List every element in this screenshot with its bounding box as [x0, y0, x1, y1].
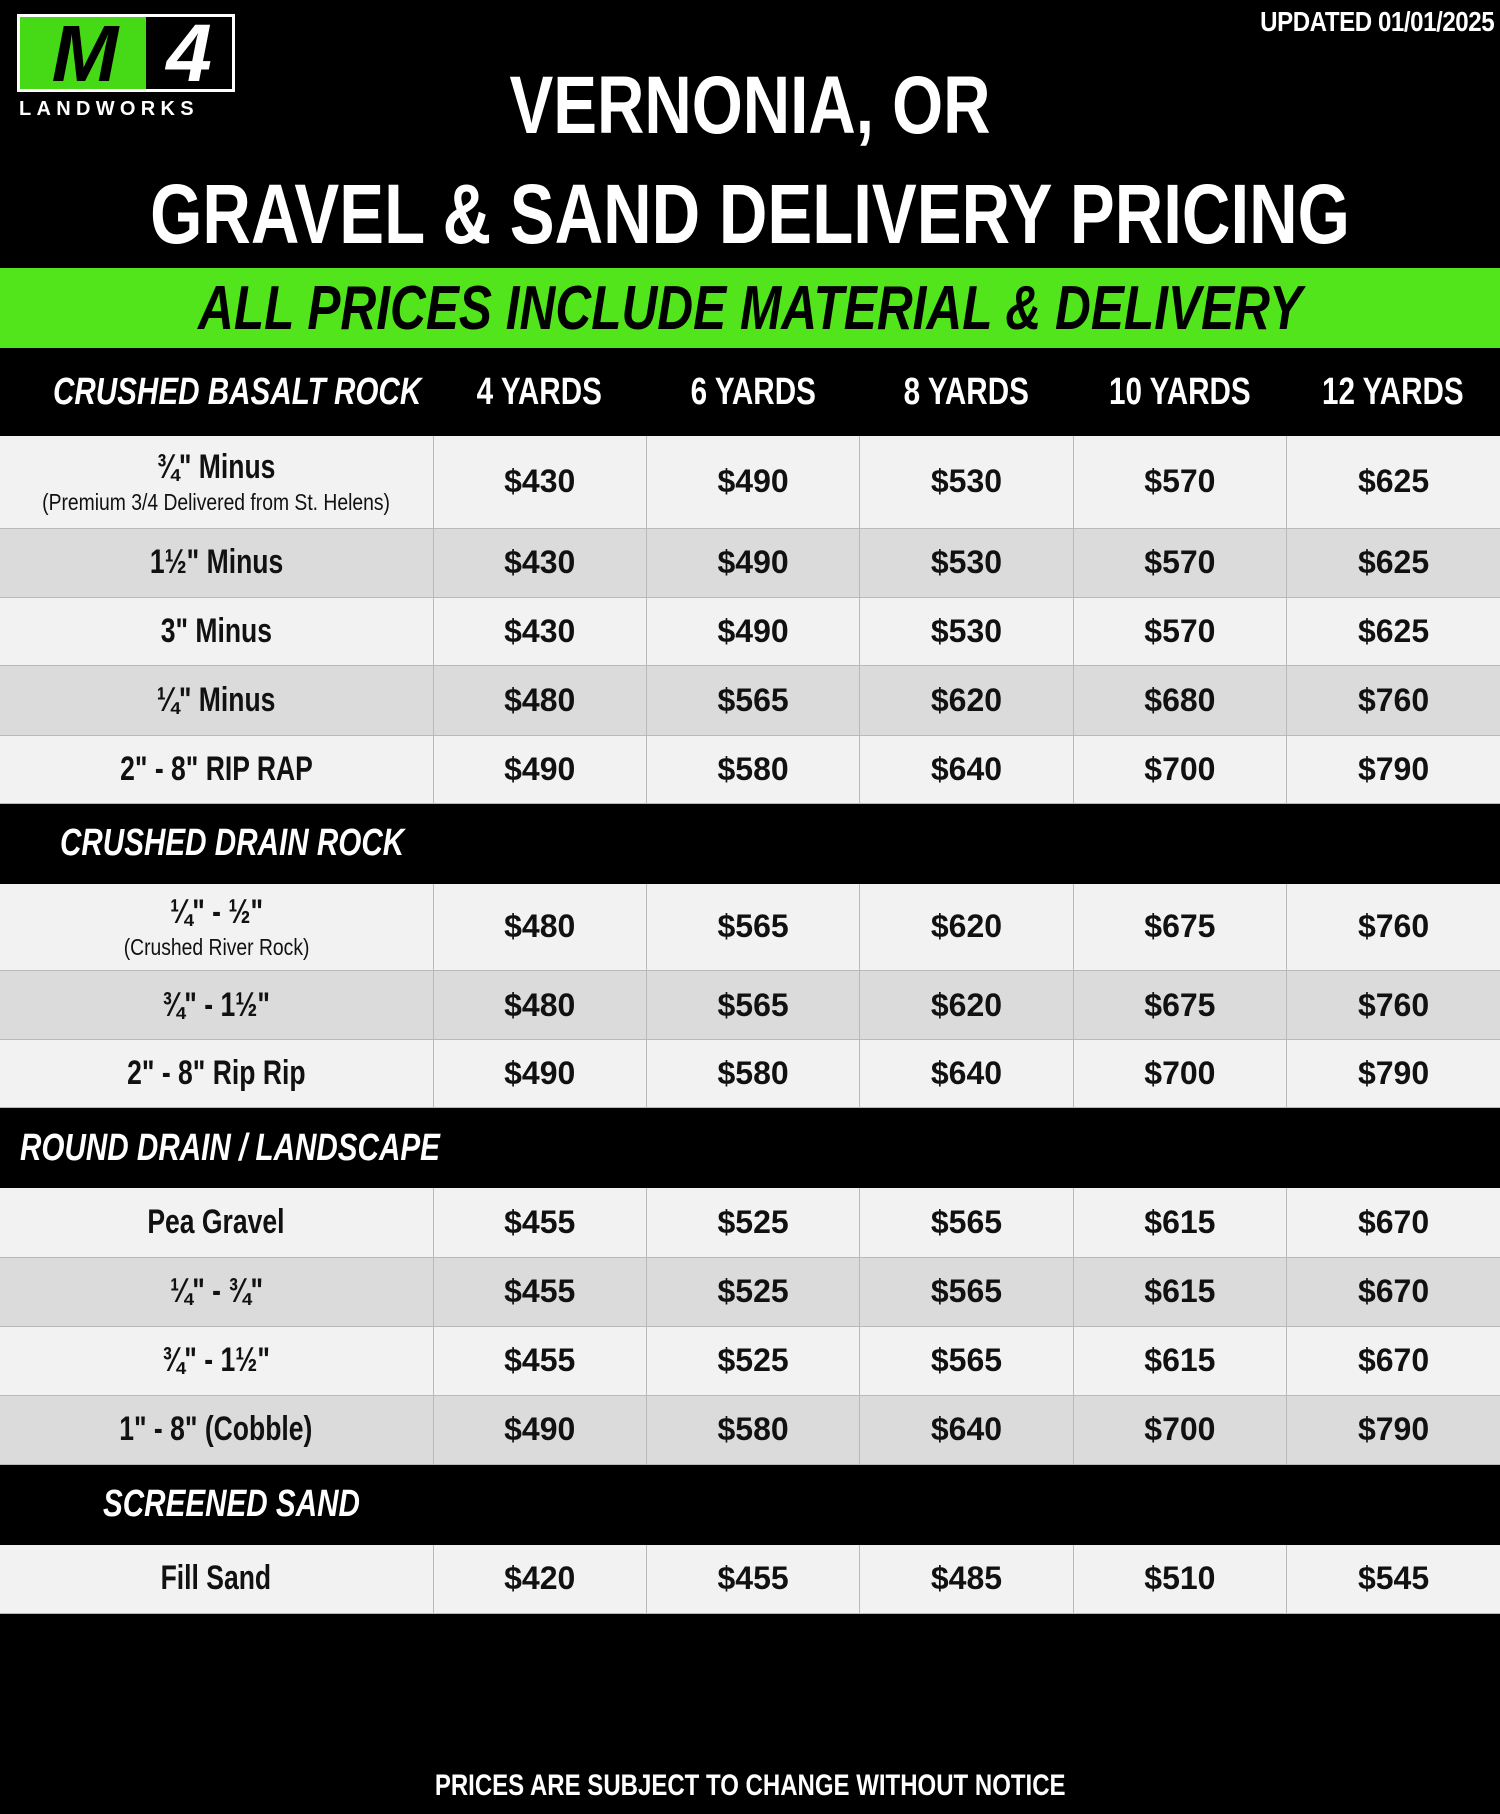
- price-cell: $545: [1287, 1545, 1500, 1614]
- price-cell: $480: [433, 665, 646, 735]
- price-cell: $760: [1287, 665, 1500, 735]
- table-row: [0, 1257, 1500, 1326]
- section-title: [0, 803, 1500, 884]
- price-cell: $700: [1073, 735, 1286, 803]
- table-row: [0, 1395, 1500, 1464]
- price-table-body: [0, 348, 1500, 1614]
- material-name: [0, 884, 433, 971]
- material-label: 2" - 8" RIP RAP: [119, 749, 313, 788]
- column-header-label: 4 YARDS: [477, 370, 603, 413]
- price-cell: $455: [646, 1545, 859, 1614]
- material-name: [0, 1395, 433, 1464]
- price-cell: $490: [433, 1395, 646, 1464]
- page-title-location: VERNONIA, OR: [509, 60, 991, 151]
- price-cell: $620: [860, 665, 1073, 735]
- table-row: [0, 597, 1500, 665]
- table-row: [0, 1188, 1500, 1257]
- material-label: ¾" - 1½": [162, 1341, 271, 1379]
- footer-disclaimer: PRICES ARE SUBJECT TO CHANGE WITHOUT NOTICE: [434, 1769, 1066, 1802]
- price-cell: $455: [433, 1326, 646, 1395]
- material-name: [0, 971, 433, 1040]
- price-cell: $565: [860, 1257, 1073, 1326]
- material-label: ¼" - ¾": [169, 1272, 263, 1310]
- section-header-row: [0, 1108, 1500, 1189]
- price-cell: $580: [646, 1395, 859, 1464]
- price-cell: $680: [1073, 665, 1286, 735]
- material-note-text: (Premium 3/4 Delivered from St. Helens): [42, 488, 391, 515]
- section-title-label: CRUSHED DRAIN ROCK: [60, 822, 405, 864]
- table-row: [0, 1326, 1500, 1395]
- price-cell: $790: [1287, 1395, 1500, 1464]
- header: [0, 0, 1500, 268]
- column-header: [433, 348, 646, 436]
- price-cell: $625: [1287, 436, 1500, 528]
- material-name: [0, 436, 433, 528]
- section-title: [0, 1464, 1500, 1545]
- price-cell: $790: [1287, 1040, 1500, 1108]
- price-cell: $485: [860, 1545, 1073, 1614]
- column-header-label: 6 YARDS: [690, 370, 816, 413]
- price-cell: $430: [433, 436, 646, 528]
- price-cell: $760: [1287, 884, 1500, 971]
- column-header: [860, 348, 1073, 436]
- price-cell: $700: [1073, 1040, 1286, 1108]
- column-header-label: 12 YARDS: [1322, 370, 1465, 413]
- column-header-label: 10 YARDS: [1109, 370, 1251, 413]
- material-label: 3" Minus: [160, 611, 272, 650]
- price-cell: $490: [433, 735, 646, 803]
- pricing-banner: [0, 268, 1500, 348]
- price-cell: $640: [860, 1040, 1073, 1108]
- price-cell: $615: [1073, 1188, 1286, 1257]
- price-cell: $455: [433, 1188, 646, 1257]
- table-header-row: [0, 348, 1500, 436]
- price-cell: $490: [433, 1040, 646, 1108]
- banner-text: ALL PRICES INCLUDE MATERIAL & DELIVERY: [197, 273, 1303, 343]
- price-cell: $530: [860, 528, 1073, 597]
- price-cell: $580: [646, 1040, 859, 1108]
- material-name: [0, 1040, 433, 1108]
- material-label: ¾" - 1½": [162, 985, 271, 1024]
- price-cell: $565: [646, 884, 859, 971]
- material-name: [0, 735, 433, 803]
- material-name: [0, 1257, 433, 1326]
- price-cell: $570: [1073, 436, 1286, 528]
- table-row: [0, 436, 1500, 528]
- table-row: [0, 528, 1500, 597]
- logo-mark-4: 4: [166, 8, 212, 99]
- price-cell: $430: [433, 528, 646, 597]
- logo-mark-m: M: [20, 17, 146, 89]
- price-cell: $620: [860, 971, 1073, 1040]
- price-cell: $530: [860, 597, 1073, 665]
- price-cell: $530: [860, 436, 1073, 528]
- section-title-label: SCREENED SAND: [103, 1483, 360, 1525]
- price-cell: $615: [1073, 1257, 1286, 1326]
- table-row: [0, 1040, 1500, 1108]
- section-title-label: ROUND DRAIN / LANDSCAPE: [20, 1126, 440, 1169]
- price-cell: $565: [646, 665, 859, 735]
- price-cell: $570: [1073, 528, 1286, 597]
- footer: [0, 1758, 1500, 1814]
- material-note: [1, 489, 432, 516]
- column-header: [1073, 348, 1286, 436]
- price-cell: $670: [1287, 1188, 1500, 1257]
- price-cell: $640: [860, 735, 1073, 803]
- material-label: 1" - 8" (Cobble): [119, 1410, 313, 1448]
- price-cell: $675: [1073, 884, 1286, 971]
- table-row: [0, 884, 1500, 971]
- price-cell: $620: [860, 884, 1073, 971]
- column-header-label: CRUSHED BASALT ROCK: [52, 370, 422, 413]
- price-cell: $615: [1073, 1326, 1286, 1395]
- price-cell: $430: [433, 597, 646, 665]
- page-title: GRAVEL & SAND DELIVERY PRICING: [150, 167, 1350, 261]
- material-label: 1½" Minus: [149, 543, 283, 581]
- material-name: [0, 1545, 433, 1614]
- material-note-text: (Crushed River Rock): [123, 933, 310, 960]
- price-cell: $700: [1073, 1395, 1286, 1464]
- section-header-crushed-basalt-rock: [0, 348, 433, 436]
- price-cell: $490: [646, 436, 859, 528]
- updated-date: UPDATED 01/01/2025: [1259, 6, 1494, 37]
- price-cell: $480: [433, 971, 646, 1040]
- price-cell: $455: [433, 1257, 646, 1326]
- material-name: [0, 665, 433, 735]
- material-label: ¾" Minus: [156, 447, 276, 486]
- price-cell: $490: [646, 597, 859, 665]
- price-cell: $525: [646, 1188, 859, 1257]
- section-header-row: [0, 1464, 1500, 1545]
- price-cell: $490: [646, 528, 859, 597]
- material-label: Fill Sand: [160, 1559, 272, 1598]
- price-cell: $670: [1287, 1257, 1500, 1326]
- material-label: 2" - 8" Rip Rip: [127, 1054, 306, 1092]
- material-name: [0, 1326, 433, 1395]
- material-name: [0, 597, 433, 665]
- price-cell: $625: [1287, 528, 1500, 597]
- price-cell: $640: [860, 1395, 1073, 1464]
- section-header-row: [0, 803, 1500, 884]
- table-row: [0, 735, 1500, 803]
- price-cell: $525: [646, 1326, 859, 1395]
- price-cell: $565: [646, 971, 859, 1040]
- price-cell: $790: [1287, 735, 1500, 803]
- material-label: Pea Gravel: [147, 1202, 285, 1241]
- column-header: [1287, 348, 1500, 436]
- section-title: [0, 1108, 1500, 1189]
- table-row: [0, 1545, 1500, 1614]
- price-cell: $670: [1287, 1326, 1500, 1395]
- price-cell: $510: [1073, 1545, 1286, 1614]
- material-label: ¼" - ½": [169, 892, 263, 931]
- material-label: ¼" Minus: [156, 680, 276, 719]
- price-cell: $570: [1073, 597, 1286, 665]
- logo-wordmark: LANDWORKS: [19, 98, 199, 120]
- price-cell: $420: [433, 1545, 646, 1614]
- price-table: [0, 348, 1500, 1614]
- price-cell: $565: [860, 1188, 1073, 1257]
- price-cell: $580: [646, 735, 859, 803]
- column-header-label: 8 YARDS: [903, 370, 1030, 413]
- price-cell: $760: [1287, 971, 1500, 1040]
- column-header: [646, 348, 859, 436]
- material-name: [0, 1188, 433, 1257]
- price-cell: $525: [646, 1257, 859, 1326]
- material-note: [1, 934, 432, 961]
- price-cell: $675: [1073, 971, 1286, 1040]
- table-row: [0, 971, 1500, 1040]
- material-name: [0, 528, 433, 597]
- price-cell: $625: [1287, 597, 1500, 665]
- price-cell: $480: [433, 884, 646, 971]
- table-row: [0, 665, 1500, 735]
- price-cell: $565: [860, 1326, 1073, 1395]
